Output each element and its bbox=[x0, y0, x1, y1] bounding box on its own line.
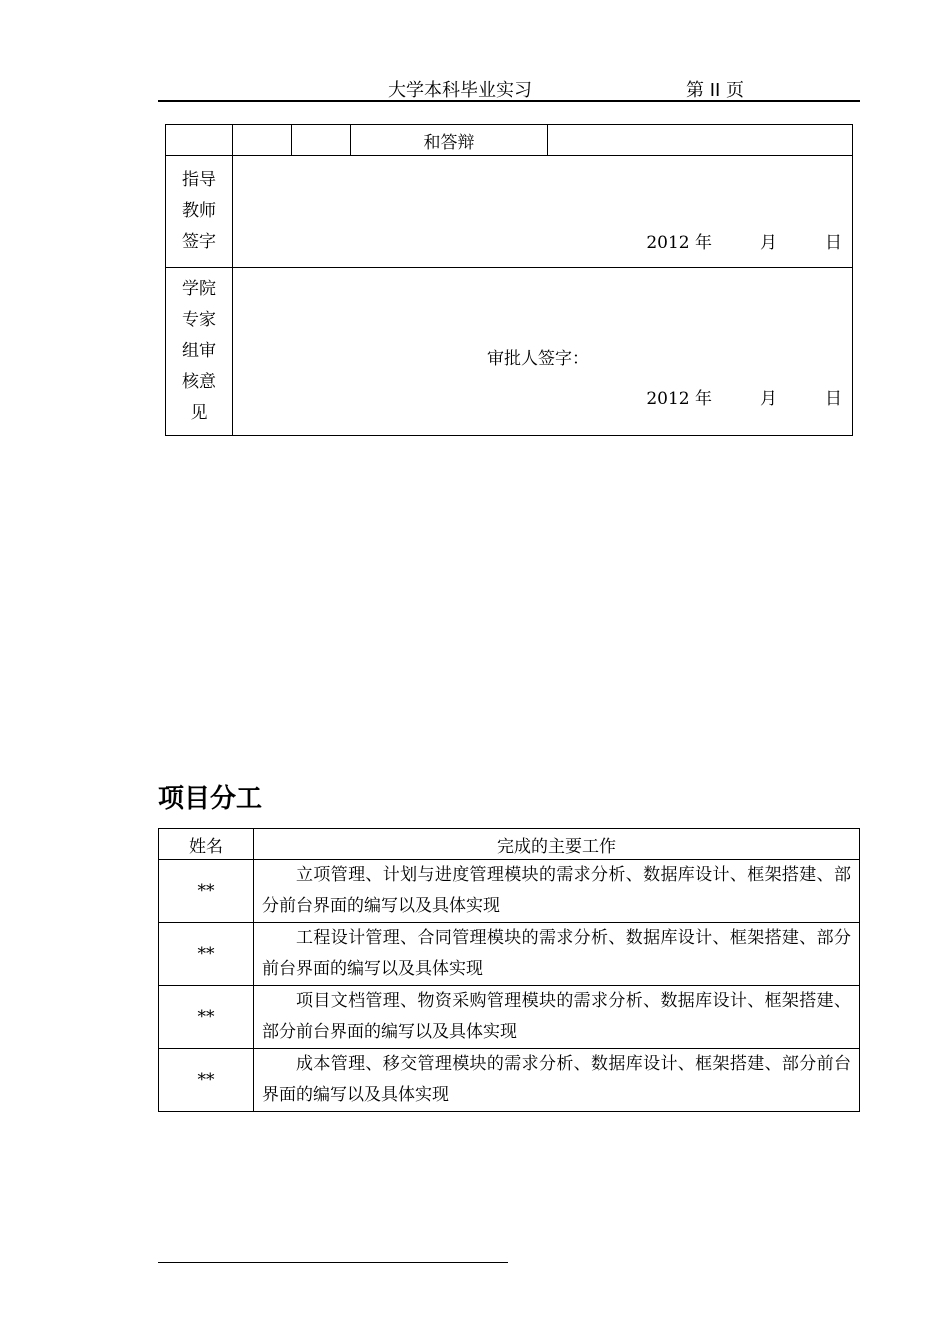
table-cell bbox=[292, 125, 351, 156]
approver-signature-label: 审批人签字： bbox=[487, 349, 589, 369]
member-work: 项目文档管理、物资采购管理模块的需求分析、数据库设计、框架搭建、部分前台界面的编写以及具体实现 bbox=[254, 986, 860, 1049]
defense-fragment-cell: 和答辩 bbox=[351, 125, 548, 156]
column-header-work: 完成的主要工作 bbox=[254, 829, 860, 860]
advisor-date: 2012 年 月 日 bbox=[646, 233, 842, 253]
approval-table bbox=[165, 124, 853, 436]
table-cell bbox=[166, 125, 233, 156]
table-row bbox=[159, 923, 860, 986]
section-title: 项目分工 bbox=[158, 784, 263, 814]
advisor-label: 指导 教师 签字 bbox=[166, 156, 233, 268]
table-cell bbox=[233, 125, 292, 156]
table-row bbox=[159, 860, 860, 923]
member-name: ** bbox=[159, 923, 254, 986]
page-header bbox=[158, 72, 860, 102]
column-header-name: 姓名 bbox=[159, 829, 254, 860]
member-name: ** bbox=[159, 860, 254, 923]
college-date: 2012 年 月 日 bbox=[646, 389, 842, 409]
college-review-label: 学院 专家 组审 核意 见 bbox=[166, 268, 233, 436]
division-table bbox=[158, 828, 860, 1112]
advisor-signature-area bbox=[233, 156, 853, 268]
college-review-area bbox=[233, 268, 853, 436]
member-work: 工程设计管理、合同管理模块的需求分析、数据库设计、框架搭建、部分前台界面的编写以及具体实现 bbox=[254, 923, 860, 986]
member-name: ** bbox=[159, 986, 254, 1049]
footnote-separator bbox=[158, 1262, 508, 1263]
member-work: 成本管理、移交管理模块的需求分析、数据库设计、框架搭建、部分前台界面的编写以及具体实现 bbox=[254, 1049, 860, 1112]
member-name: ** bbox=[159, 1049, 254, 1112]
table-row bbox=[159, 1049, 860, 1112]
table-cell bbox=[548, 125, 853, 156]
document-title: 大学本科毕业实习 bbox=[388, 80, 532, 101]
page-number: 第 II 页 bbox=[686, 80, 745, 101]
table-row bbox=[159, 986, 860, 1049]
member-work: 立项管理、计划与进度管理模块的需求分析、数据库设计、框架搭建、部分前台界面的编写以及具体实现 bbox=[254, 860, 860, 923]
